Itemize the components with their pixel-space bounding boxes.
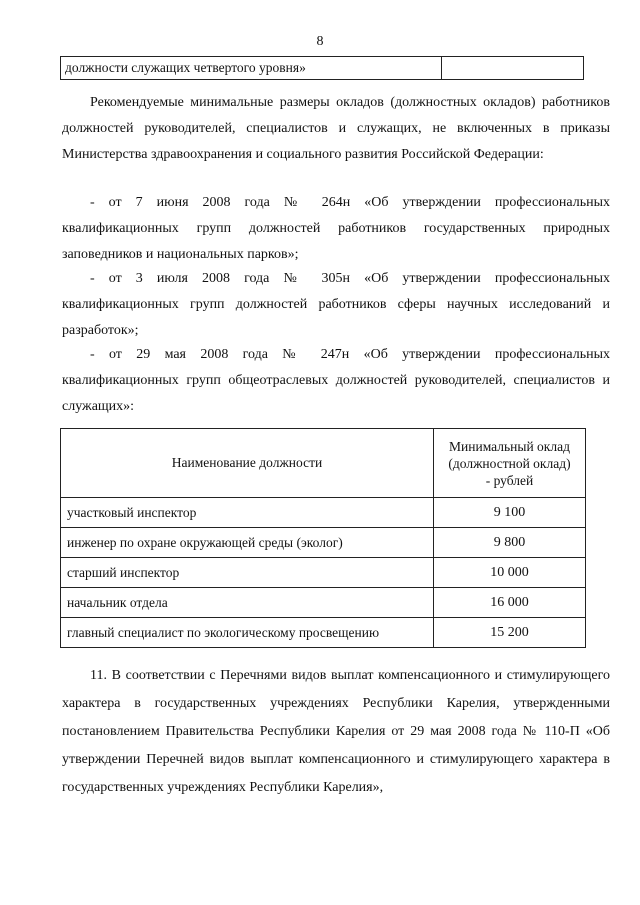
table-row [61, 588, 586, 618]
salary-table [60, 428, 586, 648]
salary-cell: 9 100 [434, 498, 586, 528]
header-salary-line: Минимальный оклад [449, 438, 570, 454]
section-11-paragraph: 11. В соответствии с Перечнями видов выплат компенсационного и стимулирующего характера в государственных учреждениях Республики Карелия, утвержденными постановлением Правительства Республики Карелия от 29 мая 2008 года № 110-П «Об утверждении Перечней видов выплат компенсационного и стимулирующего характера в государственных учреждениях Республики Карелия», [62, 668, 610, 795]
continuation-table [60, 56, 584, 80]
header-salary [434, 429, 586, 498]
position-cell: главный специалист по экологическому просвещению [61, 618, 434, 648]
salary-cell: 16 000 [434, 588, 586, 618]
order-paragraph-247n: - от 29 мая 2008 года № 247н «Об утверждении профессиональных квалификационных групп общеотраслевых должностей руководителей, специалистов и служащих»: [62, 347, 610, 414]
header-salary-line: (должностной оклад) [448, 455, 571, 471]
page-number: 8 [316, 34, 324, 49]
position-cell: инженер по охране окружающей среды (эколог) [61, 528, 434, 558]
table-row [61, 528, 586, 558]
table-header-row [61, 429, 586, 498]
salary-cell: 10 000 [434, 558, 586, 588]
table-row [61, 558, 586, 588]
header-salary-line: - рублей [485, 472, 534, 488]
table-row [61, 57, 584, 80]
intro-paragraph: Рекомендуемые минимальные размеры окладов (должностных окладов) работников должностей руководителей, специалистов и служащих, не включенных в приказы Министерства здравоохранения и социального развития Российской Федерации: [62, 95, 610, 162]
table-cell: должности служащих четвертого уровня» [61, 57, 442, 80]
header-position: Наименование должности [61, 429, 434, 498]
table-row [61, 618, 586, 648]
table-row [61, 498, 586, 528]
salary-cell: 15 200 [434, 618, 586, 648]
position-cell: начальник отдела [61, 588, 434, 618]
position-cell: участковый инспектор [61, 498, 434, 528]
order-paragraph-305n: - от 3 июля 2008 года № 305н «Об утверждении профессиональных квалификационных групп должностей работников сферы научных исследований и разработок»; [62, 271, 610, 338]
table-cell-empty [442, 57, 584, 80]
position-cell: старший инспектор [61, 558, 434, 588]
order-paragraph-264n: - от 7 июня 2008 года № 264н «Об утверждении профессиональных квалификационных групп должностей работников государственных природных заповедников и национальных парков»; [62, 195, 610, 262]
salary-cell: 9 800 [434, 528, 586, 558]
